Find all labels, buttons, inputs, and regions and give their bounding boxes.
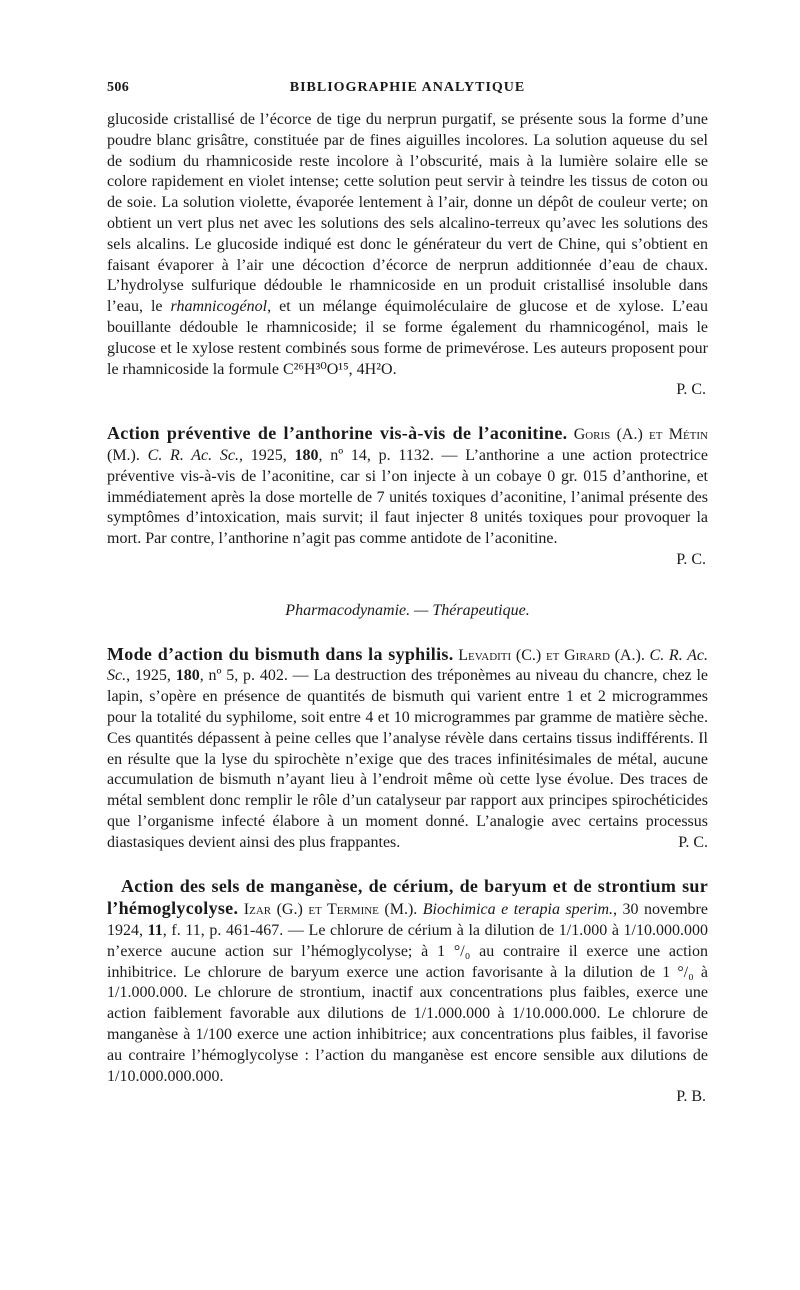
entry-volume: 180 (175, 667, 200, 685)
signature: P. C. (676, 381, 706, 399)
entry-title: Action des sels de manganèse, de cérium, de baryum et de strontium sur l’hémoglycolyse. (107, 875, 708, 919)
entry-details: , f. 11, p. 461-467. (162, 922, 284, 940)
entry-text (107, 644, 708, 854)
entry-details: , nº 5, p. 402. (199, 667, 288, 685)
signature: P. B. (676, 1088, 706, 1106)
entry-volume: 180 (294, 446, 319, 464)
entry-authors: Levaditi (C.) et Girard (A.). (458, 646, 645, 664)
entry-text (107, 876, 708, 1088)
entry-authors: Izar (G.) et Termine (M.). (243, 901, 418, 919)
entry-year: , 30 novembre 1924, (107, 901, 708, 940)
italic-term: rhamnicogénol (170, 298, 268, 316)
signature: P. C. (676, 550, 706, 568)
entry-body: — La destruction des tréponèmes au niveau du chancre, chez le lapin, s’opère en présence de quantités de bismuth qui varient entre 1 et 2 microgrammes pour la totalité du syphilome, soit entre 4 et 10 microgrammes par gramme de matière sèche. Ces quantités dépassent à peine celles que l’analyse révèle dans certains tissus indifférents. Il en résulte que la lyse du spirochète n’exige que des traces infinitésimales de métal, aucune accumulation de bismuth n’ayant lieu à l’endroit même où cette lyse évolue. Des traces de métal semblent donc remplir le rôle d’un catalyseur par rapport aux principes spirochéticides que l’organisme infecté élabore à un moment donné. L’analogie avec certains processus diastasiques devient ainsi des plus frappantes. (107, 667, 708, 851)
signature: P. C. (678, 833, 708, 851)
entry-details: , nº 14, p. 1132. (318, 446, 434, 464)
entry-journal: C. R. Ac. Sc. (107, 646, 709, 685)
entry-authors: Goris (A.) et Métin (M.). (107, 426, 709, 464)
entry-body: — L’anthorine a une action protectrice préventive vis-à-vis de l’aconitine, car si l’on injecte à un cobaye 0 gr. 015 d’anthorine, et immédiatement après la dose mortelle de 7 unités toxiques d’aconitine, l’animal présente des symptômes d’intoxication, mais survit; il faut injecter 8 unités toxiques pour provoquer la mort. Par contre, l’anthorine n’agit pas comme antidote de l’aconitine. (107, 446, 709, 548)
continuation-text: glucoside cristallisé de l’écorce de tige du nerprun purgatif, se présente sous la forme d’une poudre blanc grisâtre, constituée par de fines aiguilles incolores. La solution aqueuse du sel de sodium du rhamnicoside reste incolore à l’obscurité, mais à la lumière solaire elle se colore rapidement en violet intense; cette solution peut servir à teindre les tissus de coton ou de soie. La solution violette, évaporée lentement à l’air, donne un dépôt de couleur verte; on obtient un vert plus net avec les solutions des sels alcalino-terreux qu’avec les solutions des sels alcalins. Le glucoside indiqué est donc le générateur du vert de Chine, qui s’obtient en faisant évaporer à l’air une décoction d’écorce de nerprun additionnée d’eau de chaux. L’hydrolyse sulfurique dédouble le rhamnicoside en un produit cristallisé insoluble dans l’eau, le (107, 111, 708, 316)
continuation-text-2: , et un mélange équimoléculaire de glucose et de xylose. L’eau bouillante dédouble le rhamnicoside; il se forme également du rhamnicogénol, mais le glucose et le xylose restent combinés sous forme de primevérose. Les auteurs proposent pour le rhamnicoside la formule C²⁶H³⁰O¹⁵, 4H²O. (107, 298, 709, 378)
entry-journal: Biochimica e terapia sperim. (422, 901, 614, 919)
page-number: 506 (107, 80, 130, 95)
entry-title: Mode d’action du bismuth dans la syphilis. (107, 643, 454, 664)
entry-body: — Le chlorure de cérium à la dilution de 1/1.000 à 1/10.000.000 n’exerce aucune action sur l’hémoglycolyse; à 1 °/₀ au contraire il exerce une action inhibitrice. Le chlorure de baryum exerce une action favorisante à la dilution de 1 °/₀ à 1/1.000.000. Le chlorure de strontium, inactif aux concentrations plus faibles, exerce une action faiblement favorable aux dilutions de 1/1.000.000 à 1/10.000.000. Le chlorure de manganèse à 1/100 exerce une action inhibitrice; aux concentrations plus faibles, il favorise au contraire l’hémoglycolyse : l’action du manganèse est encore sensible aux dilutions de 1/10.000.000.000. (107, 922, 709, 1085)
entry-year: , 1925, (126, 667, 176, 685)
entry-text (107, 423, 708, 550)
entry-anthorine (107, 423, 708, 571)
entry-volume: 11 (147, 922, 163, 940)
running-head (107, 80, 708, 102)
entry-title: Action préventive de l’anthorine vis-à-vis de l’aconitine. (107, 423, 568, 444)
entry-year: , 1925, (239, 446, 295, 464)
entry-hemoglycolyse (107, 876, 708, 1109)
section-heading: Pharmacodynamie. — Thérapeutique. (285, 601, 530, 619)
entry-journal: C. R. Ac. Sc. (147, 446, 239, 464)
running-title: BIBLIOGRAPHIE ANALYTIQUE (289, 80, 526, 95)
continuation-paragraph (107, 110, 708, 380)
entry-bismuth (107, 644, 708, 854)
